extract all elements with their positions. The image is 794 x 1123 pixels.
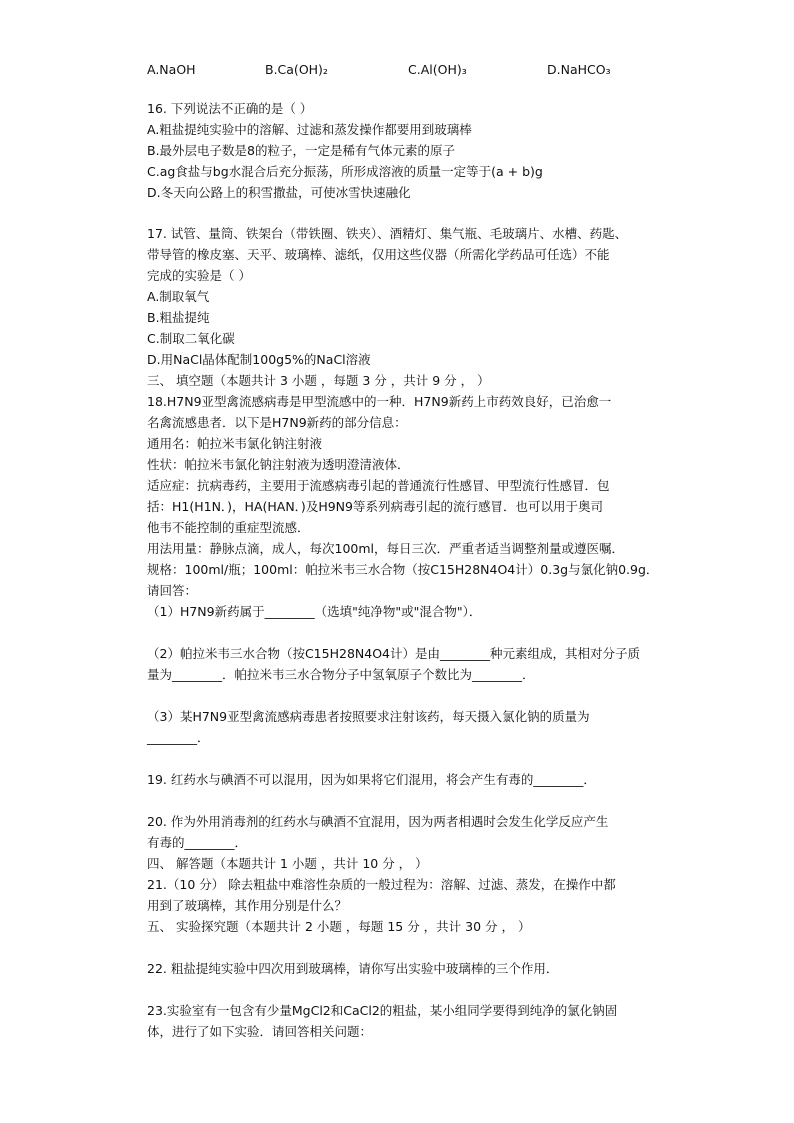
q23-line2: 体，进行了如下实验．请回答相关问题： [147, 1024, 373, 1039]
q15-option-b: B.Ca(OH)₂ [265, 62, 328, 77]
q16-option-b: B.最外层电子数是8的粒子，一定是稀有气体元素的原子 [147, 143, 456, 158]
q18-subquestion-2-line2: 量为________．帕拉米韦三水合物分子中氢氧原子个数比为________． [147, 667, 535, 682]
q18-subquestion-2-line1: （2）帕拉米韦三水合物（按C15H28N4O4计）是由________种元素组成，其相对分子质 [147, 646, 640, 661]
q18-line1: 18.H7N9亚型禽流感病毒是甲型流感中的一种．H7N9新药上市药效良好，已治愈一 [147, 394, 612, 409]
q16-option-a: A.粗盐提纯实验中的溶解、过滤和蒸发操作都要用到玻璃棒 [147, 122, 472, 137]
q18-line6: 括：H1(H1N．)，HA(HAN．)及H9N9等系列病毒引起的流行感冒．也可以用于奥司 [147, 499, 603, 514]
q18-line4: 性状：帕拉米韦氯化钠注射液为透明澄清液体． [147, 457, 410, 472]
q18-subquestion-1: （1）H7N9新药属于________（选填"纯净物"或"混合物"）． [147, 604, 482, 619]
section-3-heading: 三、 填空题（本题共计 3 小题 ，每题 3 分 ，共计 9 分 ， ） [147, 373, 490, 388]
q16-option-d: D.冬天向公路上的积雪撒盐，可使冰雪快速融化 [147, 185, 411, 200]
q19-text: 19. 红药水与碘酒不可以混用，因为如果将它们混用，将会产生有毒的________． [147, 772, 596, 787]
q18-subquestion-3-line1: （3）某H7N9亚型禽流感病毒患者按照要求注射该药，每天摄入氯化钠的质量为 [147, 709, 590, 724]
q17-stem-line3: 完成的实验是（ ） [147, 268, 251, 283]
q18-line9: 规格：100ml/瓶；100ml：帕拉米韦三水合物（按C15H28N4O4计）0.3g与氯化钠0.9g． [147, 562, 659, 577]
q22-text: 22. 粗盐提纯实验中四次用到玻璃棒，请你写出实验中玻璃棒的三个作用． [147, 961, 559, 976]
q15-option-a: A.NaOH [147, 62, 196, 77]
q15-option-c: C.Al(OH)₃ [408, 62, 467, 77]
q17-stem-line2: 带导管的橡皮塞、天平、玻璃棒、滤纸，仅用这些仪器（所需化学药品可任选）不能 [147, 247, 610, 262]
section-4-heading: 四、 解答题（本题共计 1 小题 ，共计 10 分 ， ） [147, 856, 428, 871]
q15-option-d: D.NaHCO₃ [547, 62, 611, 77]
q18-line10: 请回答： [147, 583, 198, 598]
q18-line5: 适应症：抗病毒药，主要用于流感病毒引起的普通流行性感冒、甲型流行性感冒．包 [147, 478, 610, 493]
q16-option-c: C.ag食盐与bg水混合后充分振荡，所形成溶液的质量一定等于(a + b)g [147, 164, 543, 179]
q18-subquestion-3-line2: ________． [147, 730, 210, 745]
q18-line3: 通用名：帕拉米韦氯化钠注射液 [147, 436, 323, 451]
q17-option-c: C.制取二氧化碳 [147, 331, 235, 346]
q18-line2: 名禽流感患者．以下是H7N9新药的部分信息： [147, 415, 407, 430]
q17-option-b: B.粗盐提纯 [147, 310, 210, 325]
q23-line1: 23.实验室有一包含有少量MgCl2和CaCl2的粗盐，某小组同学要得到纯净的氯化钠固 [147, 1003, 618, 1018]
q17-option-d: D.用NaCl晶体配制100g5%的NaCl溶液 [147, 352, 371, 367]
q18-line7: 他韦不能控制的重症型流感． [147, 520, 310, 535]
section-5-heading: 五、 实验探究题（本题共计 2 小题 ，每题 15 分 ，共计 30 分 ， ） [147, 919, 531, 934]
q17-stem-line1: 17. 试管、量筒、铁架台（带铁圈、铁夹）、酒精灯、集气瓶、毛玻璃片、水槽、药匙、 [147, 226, 628, 241]
q18-line8: 用法用量：静脉点滴，成人，每次100ml，每日三次．严重者适当调整剂量或遵医嘱． [147, 541, 625, 556]
q20-line2: 有毒的________． [147, 835, 248, 850]
q21-line1: 21.（10 分） 除去粗盐中难溶性杂质的一般过程为：溶解、过滤、蒸发，在操作中都 [147, 877, 616, 892]
q21-line2: 用到了玻璃棒，其作用分别是什么？ [147, 898, 348, 913]
q16-stem: 16. 下列说法不正确的是（ ） [147, 101, 313, 116]
q20-line1: 20. 作为外用消毒剂的红药水与碘酒不宜混用，因为两者相遇时会发生化学反应产生 [147, 814, 609, 829]
q17-option-a: A.制取氧气 [147, 289, 210, 304]
